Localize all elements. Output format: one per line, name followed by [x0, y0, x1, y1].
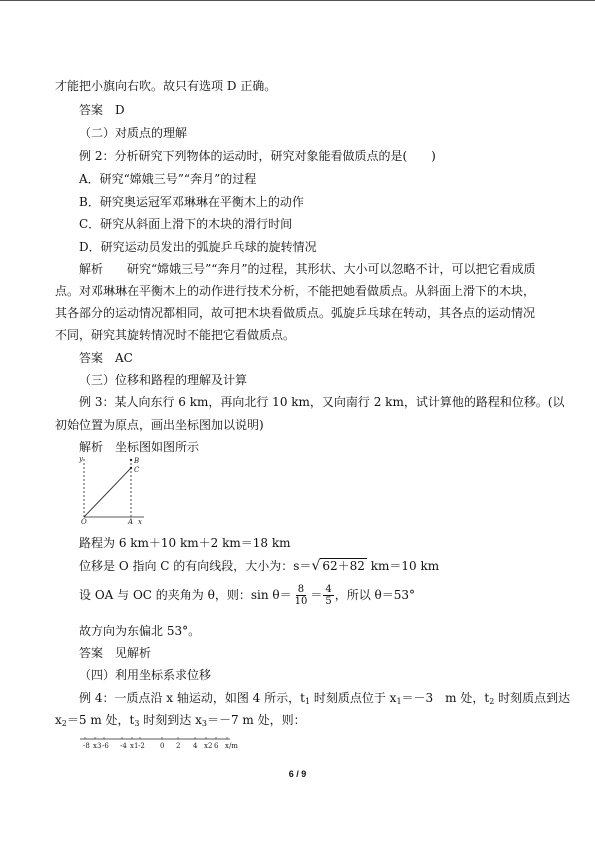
path-segment-oc — [84, 468, 131, 517]
tick-label: -8 — [83, 742, 90, 750]
subscript: 2 — [489, 697, 495, 706]
text-span: ＝－7 m 处，则： — [206, 713, 306, 727]
text-span: 时刻到达 x — [139, 713, 202, 727]
subscript: 3 — [201, 719, 207, 728]
text-span: ，所以 θ＝53° — [334, 588, 416, 602]
point-c — [130, 467, 132, 469]
example-question — [55, 712, 306, 732]
coordinate-figure — [78, 455, 158, 525]
angle-line — [79, 584, 415, 607]
numerator: 8 — [297, 584, 305, 595]
analysis-line: 点。对邓琳琳在平衡木上的动作进行技术分析，不能把她看做质点。从斜面上滑下的木块， — [55, 284, 536, 298]
text-span: ＝－3 m 处，t — [401, 691, 490, 705]
option-c: C．研究从斜面上滑下的木块的滑行时间 — [79, 217, 293, 231]
text-span: 设 OA 与 OC 的夹角为 θ，则：sin θ＝ — [79, 588, 292, 602]
radicand: 62＋82 — [322, 559, 365, 573]
direction-line: 故方向为东偏北 53°。 — [79, 624, 201, 638]
y-axis-label: y — [79, 455, 83, 463]
denominator: 10 — [294, 596, 308, 607]
sqrt-icon: √ — [311, 558, 321, 574]
section-heading: （四）利用坐标系求位移 — [79, 668, 212, 682]
example-question: 例 3：某人向东行 6 km，再向北行 10 km，又向南行 2 km，试计算他的路程和位移。(以 — [79, 395, 565, 409]
point-b — [130, 459, 132, 461]
tick-label: 0 — [160, 742, 165, 750]
answer-line: 答案 AC — [79, 351, 133, 365]
number-line-figure — [80, 736, 240, 754]
analysis-line: 其各部分的运动情况都相同，故可把木块看做质点。弧旋乒乓球在转动，其各点的运动情况 — [55, 306, 536, 320]
subscript: 3 — [134, 719, 140, 728]
answer-line: 答案 D — [79, 103, 125, 117]
fraction — [323, 584, 333, 607]
section-heading: （三）位移和路程的理解及计算 — [79, 373, 248, 387]
analysis-line: 解析 坐标图如图所示 — [79, 440, 200, 454]
tick-label: -4 — [120, 742, 127, 750]
text-span: ＝ — [310, 588, 323, 602]
example-question: 初始位置为原点，画出坐标图加以说明) — [55, 418, 264, 432]
a-label: A — [128, 518, 134, 525]
option-b: B．研究奥运冠军邓琳琳在平衡木上的动作 — [79, 195, 304, 209]
tick-label: 6 — [214, 742, 219, 750]
text-span: ＝5 m 处，t — [66, 713, 135, 727]
displacement-line — [79, 558, 439, 574]
fraction — [293, 584, 310, 607]
option-a: A．研究“嫦娥三号”“奔月”的过程 — [79, 172, 257, 186]
page-number: 6 / 9 — [288, 769, 307, 779]
answer-line: 答案 见解析 — [79, 646, 152, 660]
analysis-line: 不同，研究其旋转情况时不能把它看做质点。 — [55, 328, 296, 342]
analysis-line: 解析 研究“嫦娥三号”“奔月”的过程，其形状、大小可以忽略不计，可以把它看成质 — [79, 262, 536, 276]
tick-label: -2 — [138, 742, 145, 750]
denominator: 5 — [325, 596, 332, 607]
tick-label: 4 — [193, 742, 198, 750]
tick-label: x3 — [93, 742, 102, 750]
tick-label: -6 — [102, 742, 109, 750]
subscript: 1 — [304, 697, 311, 706]
tick-label: x1 — [130, 742, 139, 750]
c-label: C — [134, 466, 140, 474]
text-span: 时刻质点位于 x — [310, 691, 397, 705]
text-span: 位移是 O 指向 C 的有向线段，大小为：s＝ — [79, 559, 312, 573]
o-label: O — [81, 518, 87, 525]
tick-label: 2 — [176, 742, 181, 750]
text-line: 才能把小旗向右吹。故只有选项 D 正确。 — [55, 79, 277, 93]
example-question: 例 2：分析研究下列物体的运动时，研究对象能看做质点的是( ) — [79, 149, 436, 163]
text-span: x — [55, 713, 62, 727]
header-rule — [0, 0, 595, 1]
subscript: 1 — [396, 697, 402, 706]
option-d: D．研究运动员发出的弧旋乒乓球的旋转情况 — [79, 240, 317, 254]
tick-label: x/m — [225, 742, 238, 750]
text-span: 例 4：一质点沿 x 轴运动，如图 4 所示，t — [79, 691, 305, 705]
text-span: km＝10 km — [366, 559, 440, 573]
text-span: 时刻质点到达 — [494, 691, 571, 705]
x-axis-label: x — [138, 518, 142, 525]
subscript: 2 — [61, 719, 67, 728]
tick-label: x2 — [204, 742, 213, 750]
distance-line: 路程为 6 km＋10 km＋2 km＝18 km — [79, 536, 291, 550]
section-heading: （二）对质点的理解 — [79, 126, 188, 140]
sqrt-expression — [311, 558, 366, 574]
numerator: 4 — [325, 584, 332, 595]
example-question — [79, 690, 570, 710]
b-label: B — [134, 457, 140, 465]
